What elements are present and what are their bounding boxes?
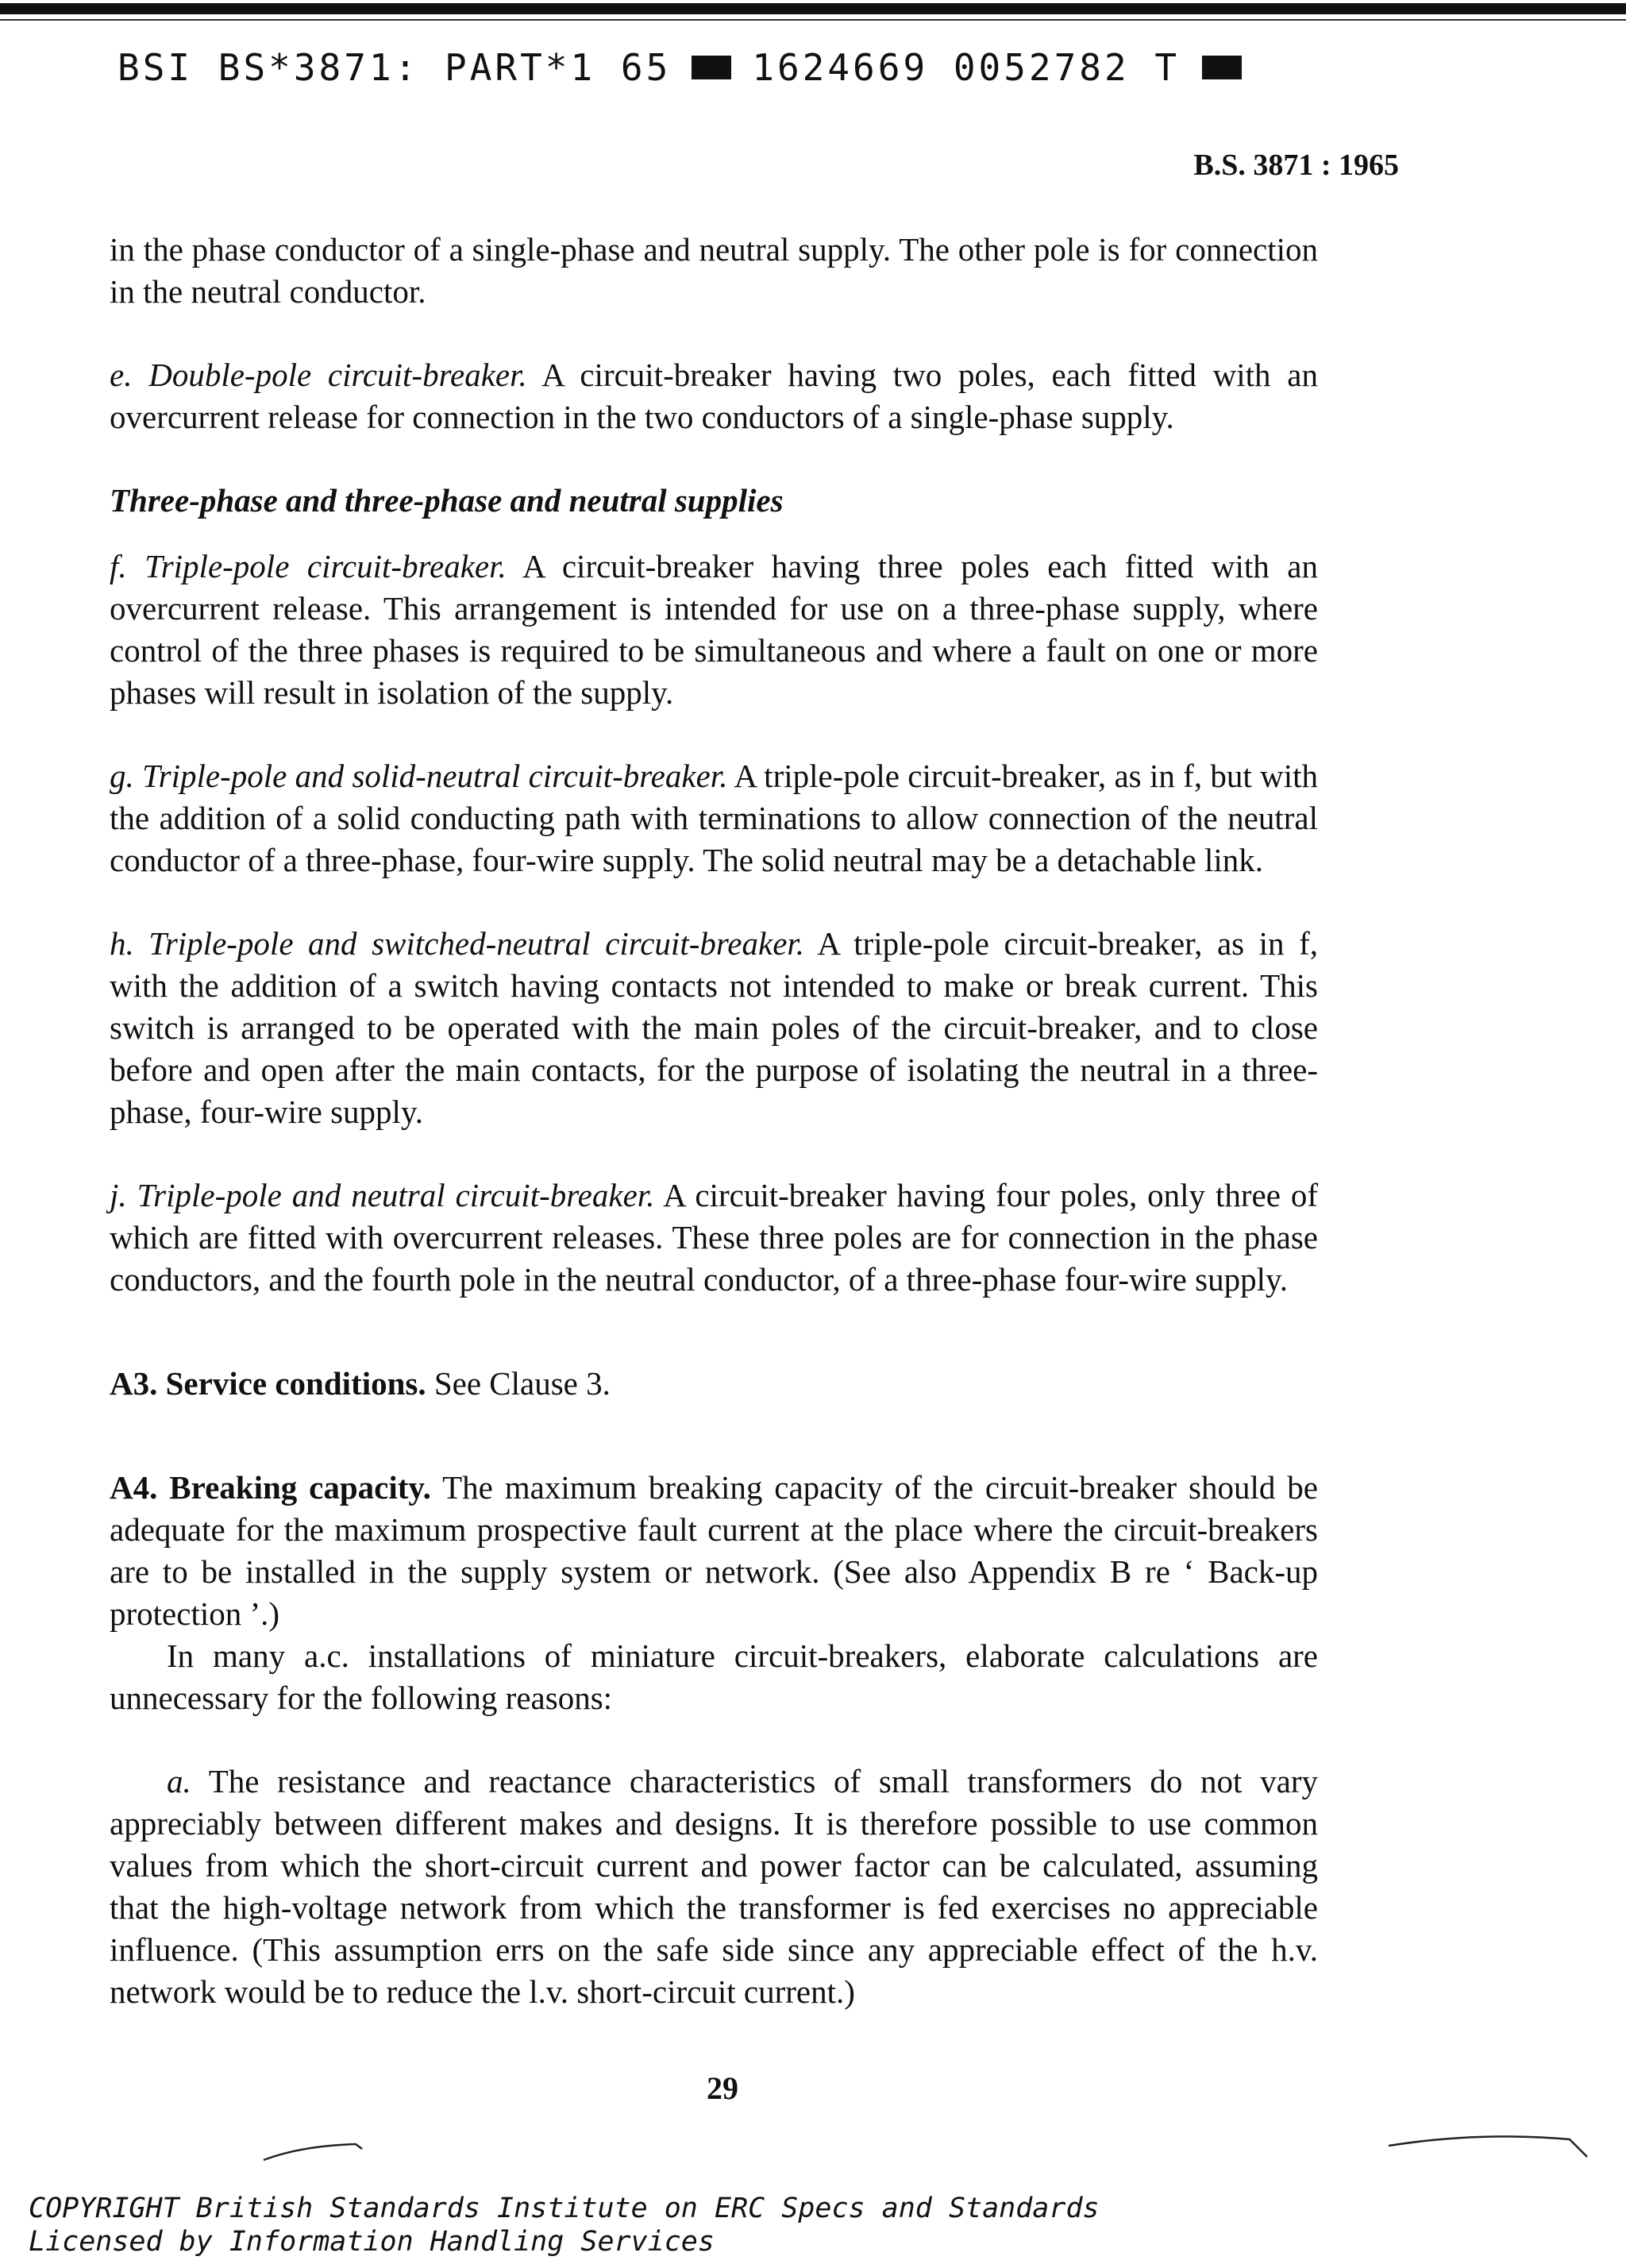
section-subheading: Three-phase and three-phase and neutral supplies: [110, 482, 784, 519]
item-h-marker: h.: [110, 925, 134, 962]
item-g-title: Triple-pole and solid-neutral circuit-breaker.: [142, 758, 728, 794]
standard-reference: B.S. 3871 : 1965: [1193, 148, 1399, 182]
item-j-title: Triple-pole and neutral circuit-breaker.: [137, 1177, 655, 1213]
copyright-footer: [29, 2192, 1100, 2258]
document-code-part2: 1624669 0052782 T: [752, 46, 1181, 89]
a3-label: A3. Service conditions.: [110, 1365, 426, 1402]
document-code-part1: BSI BS*3871: PART*1 65: [118, 46, 672, 89]
item-e-paragraph: [110, 354, 1318, 438]
item-e-text: A circuit-breaker having two poles, each fitted with an overcurrent release for connection in the two conductors of a single-phase supply.: [110, 357, 1319, 435]
item-a-text: The resistance and reactance characteristics of small transformers do not vary appreciably between different makes and designs. It is therefore possible to use common values from which the short-circuit current and power factor can be calculated, assuming that the high-voltage network from which the transformer is fed exercises no appreciable influence. (This assumption errs on the safe side since any appreciable effect of the h.v. network would be to reduce the l.v. short-circuit current.): [110, 1763, 1318, 2010]
footer-copyright-line: COPYRIGHT British Standards Institute on ERC Specs and Standards: [29, 2193, 1100, 2224]
item-f-text: A circuit-breaker having three poles each fitted with an overcurrent release. This arrangement is intended for use on a three-phase supply, where control of the three phases is required to be simultaneous and where a fault on one or more phases will result in isolation of the supply.: [110, 548, 1319, 711]
black-block-mark: [692, 56, 731, 79]
a4-paragraph: [110, 1467, 1318, 1635]
a4-second-paragraph: In many a.c. installations of miniature circuit-breakers, elaborate calculations are unnecessary for the following reasons:: [110, 1637, 1318, 1716]
item-f-paragraph: [110, 546, 1318, 714]
item-h-paragraph: [110, 923, 1318, 1133]
a3-paragraph: [110, 1363, 1318, 1405]
item-a-marker: a.: [167, 1763, 191, 1799]
item-f-title: Triple-pole circuit-breaker.: [144, 548, 507, 584]
footer-license-line: Licensed by Information Handling Services: [29, 2226, 715, 2258]
item-h-title: Triple-pole and switched-neutral circuit-breaker.: [148, 925, 805, 962]
item-j-text: A circuit-breaker having four poles, only three of which are fitted with overcurrent releases. These three poles are for connection in the phase conductors, and the fourth pole in the neutral conductor, of a three-phase four-wire supply.: [110, 1177, 1319, 1298]
item-j-paragraph: [110, 1174, 1318, 1301]
black-block-mark-end: [1202, 56, 1242, 79]
top-rule-thin: [0, 19, 1626, 21]
page-number: 29: [707, 2070, 738, 2106]
top-rule: [0, 3, 1626, 14]
document-code-header: [118, 46, 1242, 89]
a3-text: See Clause 3.: [426, 1365, 611, 1402]
item-e-marker: e.: [110, 357, 133, 393]
item-g-paragraph: [110, 755, 1318, 881]
item-f-marker: f.: [110, 548, 127, 584]
item-g-text: A triple-pole circuit-breaker, as in f, but with the addition of a solid conducting path with terminations to allow connection of the neutral conductor of a three-phase, four-wire supply. The solid neutral may be a detachable link.: [110, 758, 1319, 878]
intro-paragraph: in the phase conductor of a single-phase and neutral supply. The other pole is for connection in the neutral conductor.: [110, 231, 1318, 310]
scan-mark-right: [1385, 2128, 1600, 2160]
scan-mark-left: [262, 2136, 365, 2168]
item-e-title: Double-pole circuit-breaker.: [148, 357, 527, 393]
a4-label: A4. Breaking capacity.: [110, 1469, 431, 1506]
item-g-marker: g.: [110, 758, 134, 794]
item-h-text: A triple-pole circuit-breaker, as in f, with the addition of a switch having contacts not intended to make or break current. This switch is arranged to be operated with the main poles of the circuit-breaker, and to close before and open after the main contacts, for the purpose of isolating the neutral in a three-phase, four-wire supply.: [110, 925, 1318, 1130]
a4-text: The maximum breaking capacity of the circuit-breaker should be adequate for the maximum prospective fault current at the place where the circuit-breakers are to be installed in the supply system or network. (See also Appendix B re ‘ Back-up protection ’.): [110, 1469, 1318, 1632]
item-j-marker: j.: [110, 1177, 127, 1213]
item-a-paragraph: [110, 1761, 1318, 2013]
document-body: [110, 229, 1318, 2013]
